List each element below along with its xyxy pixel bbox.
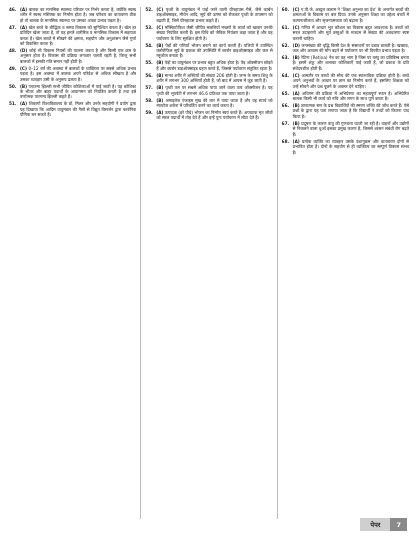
question-number: 65. xyxy=(281,90,290,96)
question-number: 59. xyxy=(145,110,153,116)
explanation-text: गणित में आधार भूत कौशल का विकास बहुत आवश्यक है। बच्चों को सरल उदाहरणों और मूर्त वस्तुओं के माध्यम से संख्या की अवधारणा स्पष्ट करानी चाहिए। xyxy=(292,24,409,41)
answer-text xyxy=(20,25,136,47)
question-number: 47. xyxy=(9,24,17,30)
page-footer xyxy=(360,518,407,531)
answer-item xyxy=(9,7,136,23)
question-number: 62. xyxy=(281,42,290,48)
answer-item xyxy=(282,139,409,155)
answer-item xyxy=(145,43,272,59)
question-number: 56. xyxy=(145,72,153,78)
answer-item xyxy=(145,110,272,121)
answer-item xyxy=(145,25,272,41)
answer-item xyxy=(282,103,409,119)
answer-option: (D) xyxy=(292,42,300,48)
explanation-text: ए.पी.जे. अब्दुल कलाम ने ‘शिक्षा अनुभव का देश’ के अन्तर्गत बच्चों की क्षमताओं के विकास पर बल दिया। उनके अनुसार शिक्षा का उद्देश्य बच्चों में कल्पनाशीलता और सृजनात्मकता को बढ़ाना है। xyxy=(292,7,409,23)
question-number: 49. xyxy=(9,65,17,71)
answer-option: (A) xyxy=(292,90,300,96)
answer-text xyxy=(293,121,409,137)
question-number: 46. xyxy=(9,7,17,12)
answer-option: (C) xyxy=(20,65,27,71)
answer-item xyxy=(282,55,409,71)
explanation-text: मॉस्किटोफिश जैसी जीवित मछलियाँ मच्छरों के लार्वा को खाकर उनकी संख्या नियंत्रित करती हैं। इस विधि को जैविक नियंत्रण कहा जाता है और यह पर्यावरण के लिए सुरक्षित होती है। xyxy=(156,24,273,41)
answer-text xyxy=(20,48,136,64)
answer-text xyxy=(156,85,272,96)
explanation-text: पेड़ों का वायुमंडल पर प्रभाव बहुत अधिक होता है। पेड़ ऑक्सीजन छोड़ते हैं और कार्बन डाइऑक्साइड ग्रहण करते हैं, जिससे पर्यावरण संतुलित रहता है। xyxy=(156,60,273,71)
answer-item xyxy=(145,98,272,109)
answer-key-page xyxy=(9,7,409,519)
answer-text xyxy=(156,7,272,23)
answer-option: (B) xyxy=(156,85,164,91)
question-number: 51. xyxy=(9,101,17,107)
column-3 xyxy=(277,7,409,519)
answer-option: (D) xyxy=(20,48,28,54)
answer-text xyxy=(156,110,272,121)
answer-item xyxy=(9,101,136,117)
answer-item xyxy=(9,25,136,47)
explanation-text: मानव शरीर में अस्थियों की संख्या 206 होती है। जन्म के समय शिशु के शरीर में लगभग 300 अस्थियाँ होती हैं, जो बाद में आपस में जुड़ जाती हैं। xyxy=(156,72,273,84)
answer-option: (C) xyxy=(292,24,300,30)
answer-text xyxy=(293,55,409,71)
column-2 xyxy=(140,7,272,519)
answer-item xyxy=(145,73,272,84)
answer-option: (C) xyxy=(156,24,164,30)
answer-item xyxy=(9,84,136,100)
answer-option: (B) xyxy=(156,72,164,78)
answer-option: (B) xyxy=(156,60,164,66)
answer-item xyxy=(282,43,409,54)
explanation-text: पृथ्वी के वायुमंडल में पाई जाने वाली ग्रीनहाउस गैसें, जैसे कार्बन डाइऑक्साइड, मीथेन आदि, सूर्य की ऊष्मा को रोककर पृथ्वी के तापमान को बढ़ाती हैं, जिसे ग्रीनहाउस प्रभाव कहते हैं। xyxy=(156,7,273,23)
explanation-text: प्लाज्मा झिल्ली सभी जीवित कोशिकाओं में पाई जाती है। यह कोशिका के भीतर और बाहर पदार्थों के आवागमन को नियंत्रित करती है तथा इसे वर्णात्मक पारगम्य झिल्ली कहते हैं। xyxy=(20,83,137,100)
explanation-text: प्रदूषण के कारण वायु की गुणवत्ता घटती जा रही है। वाहनों और उद्योगों से निकलने वाला धुआँ इसका प्रमुख कारण है, जिससे श्वसन संबंधी रोग बढ़ते हैं। xyxy=(292,120,409,137)
question-number: 55. xyxy=(145,60,153,66)
answer-option: (B) xyxy=(156,97,164,103)
answer-option: (B) xyxy=(156,42,164,48)
question-number: 53. xyxy=(145,24,153,30)
answer-item xyxy=(145,85,272,96)
question-number: 61. xyxy=(281,24,290,30)
question-number: 64. xyxy=(281,72,290,78)
answer-option: (B) xyxy=(292,55,300,61)
explanation-text: उत्पादक (हरे पौधे) भोजन का निर्माण स्वयं करते हैं। अपघटक मृत जीवों को सरल पदार्थों में तोड़ देते हैं और इन्हें पुनः पर्यावरण में लौटा देते हैं। xyxy=(156,110,273,121)
answer-item xyxy=(282,73,409,89)
explanation-text: अधिगम की प्रक्रिया में अभिप्रेरणा का महत्वपूर्ण स्थान है। अभिप्रेरित बालक किसी भी कार्य को रुचि और लगन के साथ पूर्ण करता है। xyxy=(292,90,409,102)
question-number: 67. xyxy=(281,120,290,126)
answer-text xyxy=(293,139,409,155)
answer-text xyxy=(293,7,409,23)
answer-option: (C) xyxy=(292,72,300,78)
explanation-text: रेटिना (Retina) नेत्र का वह भाग है जिस पर वस्तु का प्रतिबिम्ब बनता है। इसमें शंकु और शलाका कोशिकाएँ पाई जाती हैं, जो प्रकाश के प्रति संवेदनशील होती हैं। xyxy=(292,55,409,71)
explanation-text: ज्ञानात्मक स्तर के प्रश्न विद्यार्थियों की स्मरण शक्ति की जाँच करते हैं। ऐसे प्रश्नों के द्वारा यह पता लगाया जाता है कि विद्यार्थी ने तथ्यों को कितना याद किया है। xyxy=(292,103,409,119)
answer-text xyxy=(156,43,272,59)
answer-text xyxy=(293,103,409,119)
explanation-text: शिकागो विश्वविद्यालय के डॉ. मिलर और उनके सहयोगी ने प्रयोग द्वारा यह दिखाया कि आदिम वायुमंडल की गैसों से विद्युत विसर्जन द्वारा कार्बनिक यौगिक बन सकते हैं। xyxy=(20,101,137,118)
question-number: 48. xyxy=(9,48,17,54)
answer-option: (C) xyxy=(156,7,164,12)
answer-item xyxy=(282,25,409,41)
answer-option: (A) xyxy=(20,7,28,12)
answer-item xyxy=(145,60,272,71)
explanation-text: पृथ्वी तल पर सबसे अधिक पाया जाने वाला तत्व ऑक्सीजन है। यह पृथ्वी की भूपर्पटी में लगभग 46.6 प्रतिशत तक पाया जाता है। xyxy=(156,85,273,96)
question-number: 58. xyxy=(145,97,153,103)
answer-option: (B) xyxy=(292,120,300,126)
explanation-text: आमतौर पर बच्चों की सोच की एक स्वाभाविक प्रक्रिया होती है। बच्चे अपने अनुभवों के आधार पर ज्ञान का निर्माण करते हैं, इसलिए शिक्षक को उन्हें सोचने और प्रश्न पूछने के अवसर देने चाहिए। xyxy=(292,72,409,89)
answer-item xyxy=(282,121,409,137)
answer-text xyxy=(156,98,272,109)
answer-text xyxy=(293,43,409,54)
answer-text xyxy=(293,73,409,89)
footer-label: पेपर xyxy=(360,518,390,531)
answer-text xyxy=(20,84,136,100)
answer-item xyxy=(9,48,136,64)
explanation-text: खेल बच्चे के बौद्धिक व समग्र विकास को सुनिश्चित करता है। खेल हर प्रतिदिन खेला जाता है, तो यह हमारे शारीरिक व मानसिक विकास में सहायता करता है। खेल बच्चों में सीखने की क्षमता, सहयोग और अनुशासन जैसे गुणों को विकसित करता है। xyxy=(20,24,137,47)
question-number: 52. xyxy=(145,7,153,12)
answer-text xyxy=(156,60,272,71)
answer-option: (A) xyxy=(156,110,164,116)
explanation-text: अमाइलेज एंजाइम मुख की लार में पाया जाता है और यह स्टार्च को माल्टोज शर्करा में परिवर्तित करने का कार्य करता है। xyxy=(156,97,273,109)
answer-option: (A) xyxy=(20,101,28,107)
question-number: 63. xyxy=(281,55,290,61)
question-number: 66. xyxy=(281,103,290,109)
explanation-text: बालक का मानसिक स्वास्थ्य परिवार पर निर्भर करता है, क्योंकि स्वस्थ शरीर में स्वस्थ मस्तिष्क का निर्माण होता है। जब परिवार का वातावरण ठीक हो तो बालक के मानसिक स्वास्थ्य पर उसका अच्छा प्रभाव पड़ता है। xyxy=(20,7,137,23)
answer-option: (B) xyxy=(292,103,300,109)
answer-text xyxy=(20,66,136,82)
answer-item xyxy=(282,91,409,102)
explanation-text: 0–12 वर्ष की अवस्था में बालकों के व्यक्तित्व पर सबसे अधिक प्रभाव पड़ता है। इस अवस्था में बालक अपने परिवेश से अधिक सीखता है और उसका व्यवहार उसी के अनुरूप ढलता है। xyxy=(20,65,137,82)
answer-option: (C) xyxy=(292,7,300,12)
question-number: 60. xyxy=(281,7,290,12)
answer-option: (A) xyxy=(20,24,28,30)
answer-item xyxy=(282,7,409,23)
answer-item xyxy=(9,66,136,82)
explanation-text: जनसंख्या की वृद्धि किसी देश के संसाधनों पर दबाव डालती है। खाद्यान्न, जल और आवास की माँग बढ़ने से पर्यावरण पर भी विपरीत प्रभाव पड़ता है। xyxy=(292,42,409,54)
explanation-text: पेड़ों की पत्तियाँ भोजन बनाने का कार्य करती हैं। पत्तियों में उपस्थित क्लोरोफिल सूर्य के प्रकाश की उपस्थिति में कार्बन डाइऑक्साइड और जल से ग्लूकोज बनाता है। xyxy=(156,42,273,59)
question-number: 50. xyxy=(9,83,17,89)
page-number: 7 xyxy=(390,518,407,531)
question-number: 54. xyxy=(145,42,153,48)
answer-item xyxy=(145,7,272,23)
question-number: 57. xyxy=(145,85,153,91)
question-number: 68. xyxy=(281,138,290,144)
answer-option: (B) xyxy=(20,83,28,89)
explanation-text: कोई भी विकास नियमों की पालना करता है और किसी एक क्रम के अनुसार होता है। विकास की प्रक्रिया लगातार चलती रहती है, किन्तु सभी बालकों में इसकी गति समान नहीं होती है। xyxy=(20,48,137,64)
answer-text xyxy=(156,73,272,84)
answer-option: (A) xyxy=(292,138,300,144)
answer-text xyxy=(293,25,409,41)
answer-text xyxy=(20,101,136,117)
column-1 xyxy=(9,7,136,519)
answer-text xyxy=(293,91,409,102)
answer-text xyxy=(156,25,272,41)
answer-text xyxy=(20,7,136,23)
explanation-text: प्रत्येक व्यक्ति का व्यवहार उसके वंशानुक्रम और वातावरण दोनों से प्रभावित होता है। दोनों के सहयोग से ही व्यक्तित्व का सम्पूर्ण विकास संभव है। xyxy=(292,138,409,155)
